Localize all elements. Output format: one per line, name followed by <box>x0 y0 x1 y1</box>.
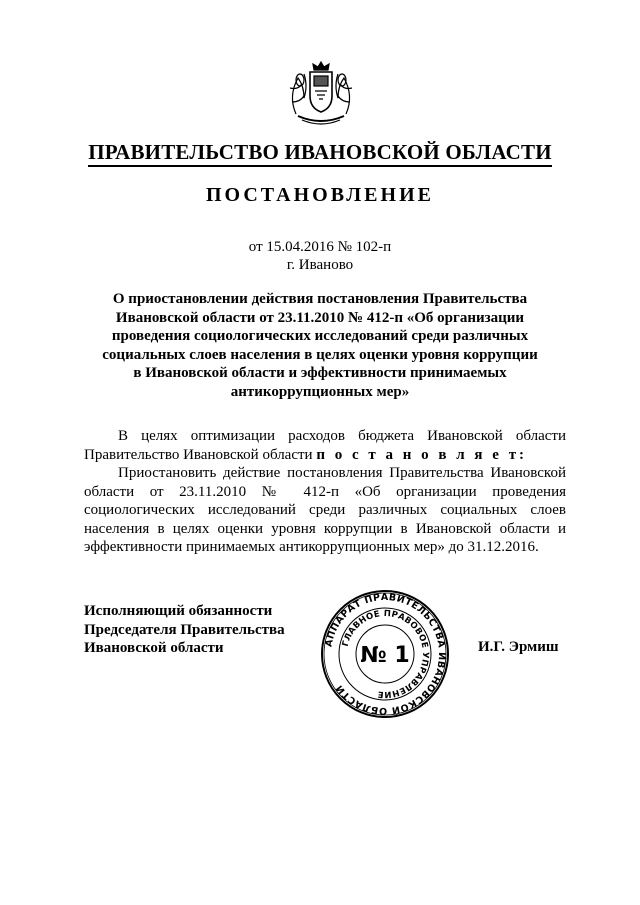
city: г. Иваново <box>286 257 354 273</box>
signatory-name: И.Г. Эрмиш <box>478 639 559 655</box>
subject-line: антикоррупционных мер» <box>230 383 410 400</box>
position-line: Председателя Правительства <box>84 621 285 638</box>
body-paragraph: Приостановить действие постановления Правительства Ивановской области от 23.11.2010 № 412-п «Об организации проведения социологических исследований среди различных социальных слоев населения в целях оценки уровня коррупции в Ивановской области и эффективности принимаемых антикоррупционных мер» до 31.12.2016. <box>84 465 566 555</box>
position-line: Ивановской области <box>84 640 224 656</box>
coat-of-arms-icon <box>284 58 358 130</box>
stamp-outer-text: АППАРАТ ПРАВИТЕЛЬСТВА ИВАНОВСКОЙ ОБЛАСТИ <box>323 591 448 717</box>
subject-line: в Ивановской области и эффективности принимаемых <box>133 365 507 381</box>
body-paragraph <box>84 427 566 464</box>
subject-line: О приостановлении действия постановления Правительства <box>112 291 528 307</box>
document-type: ПОСТАНОВЛЕНИЕ <box>206 184 434 206</box>
subject-line: Ивановской области от 23.11.2010 № 412-п «Об организации <box>115 309 525 326</box>
official-stamp <box>319 588 451 720</box>
subject-line: социальных слоев населения в целях оценки уровня коррупции <box>102 346 538 363</box>
date-number: от 15.04.2016 № 102-п <box>248 239 392 255</box>
document-body <box>84 427 566 557</box>
signatory-position <box>84 602 324 658</box>
subject-line: проведения социологических исследований среди различных <box>111 328 529 344</box>
preamble-text: В целях оптимизации расходов бюджета Ивановской области Правительство Ивановской области <box>84 428 566 463</box>
position-line: Исполняющий обязанности <box>84 603 273 619</box>
stamp-number: № 1 <box>360 643 410 668</box>
decree-word: п о с т а н о в л я е т: <box>316 446 528 463</box>
government-title: ПРАВИТЕЛЬСТВО ИВАНОВСКОЙ ОБЛАСТИ <box>0 140 640 165</box>
date-and-place <box>0 238 640 274</box>
document-subject <box>90 290 550 401</box>
stamp-inner-text: ГЛАВНОЕ ПРАВОВОЕ УПРАВЛЕНИЕ <box>340 608 431 700</box>
